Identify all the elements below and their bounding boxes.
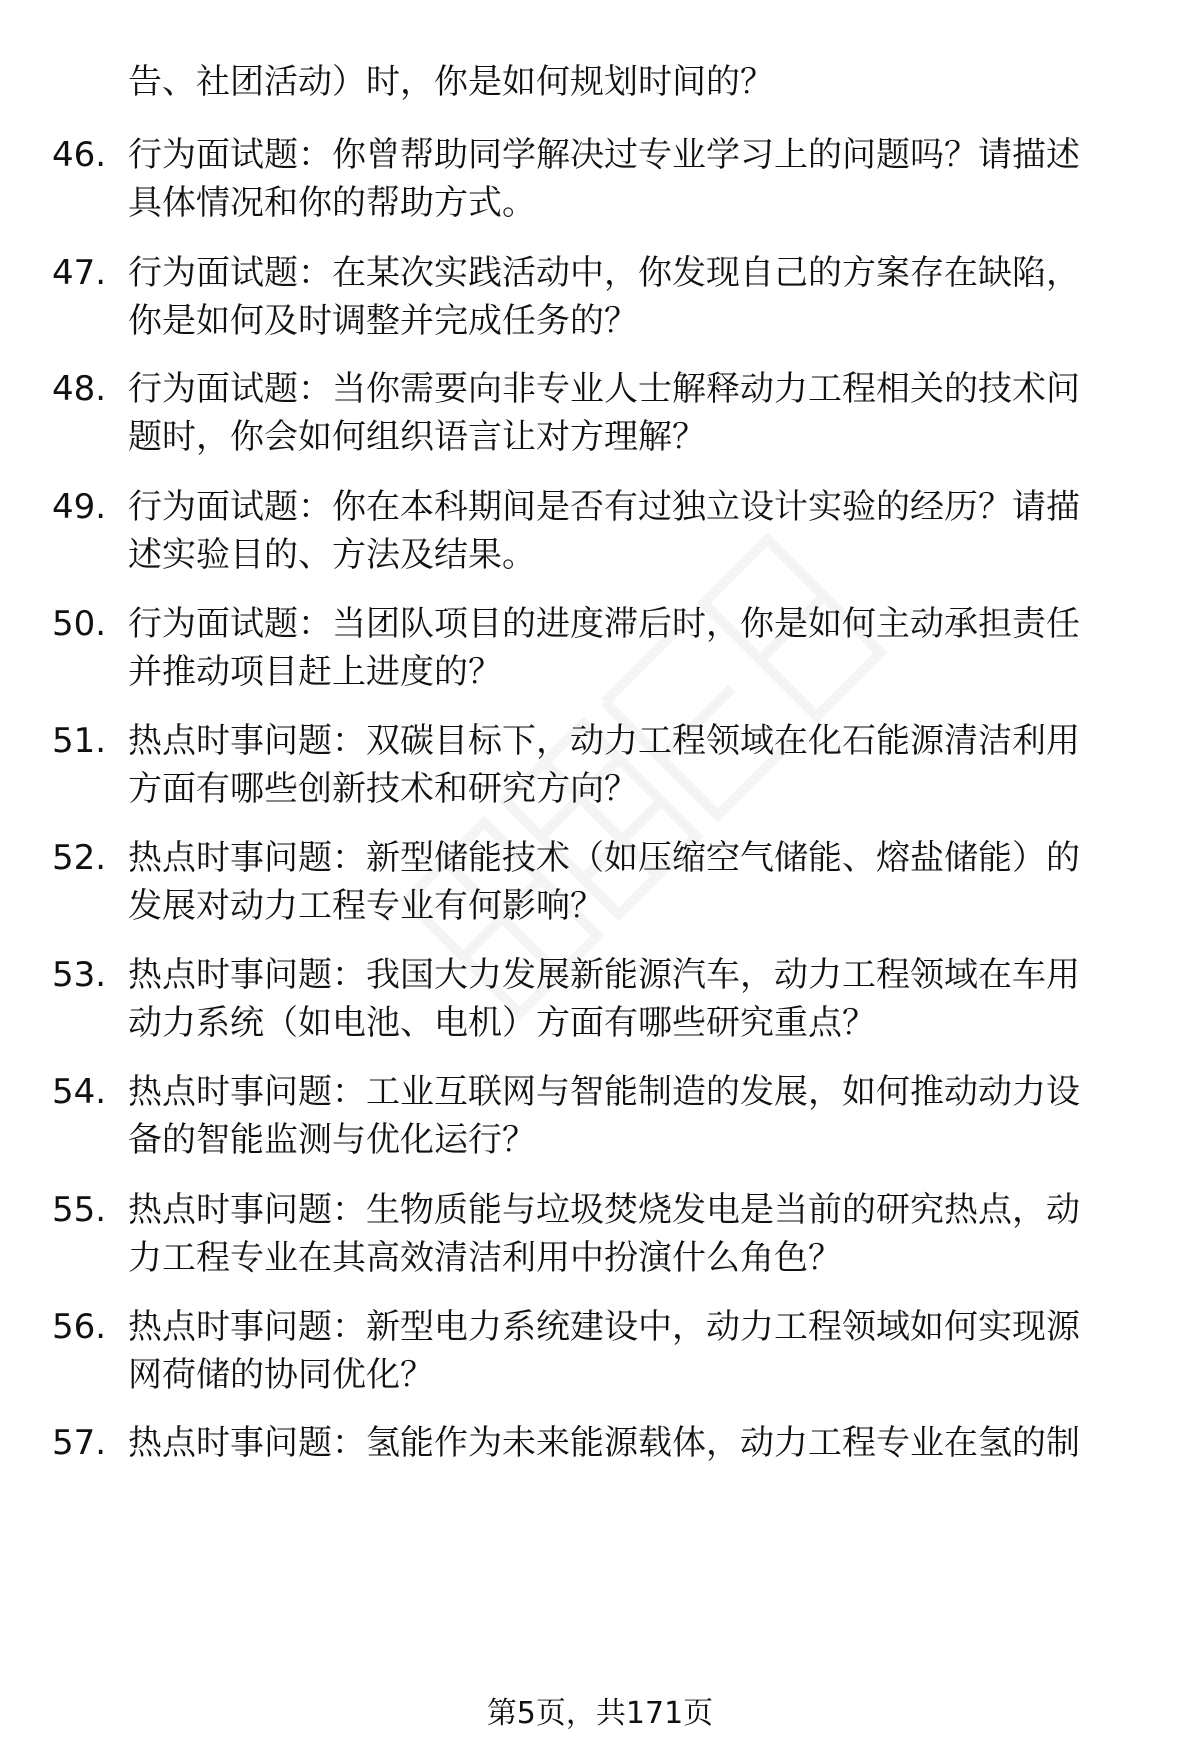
question-text: [128, 717, 1158, 813]
question-line: 热点时事问题：氢能作为未来能源载体，动力工程专业在氢的制: [128, 1423, 1080, 1463]
question-text: [128, 1186, 1158, 1282]
question-text: [128, 249, 1158, 345]
question-number: 56.: [52, 1307, 107, 1347]
question-line: 行为面试题：你曾帮助同学解决过专业学习上的问题吗？请描述: [128, 135, 1080, 175]
question-line: 发展对动力工程专业有何影响？: [128, 886, 604, 926]
question-text: [128, 951, 1158, 1047]
question-line: 热点时事问题：我国大力发展新能源汽车，动力工程领域在车用: [128, 955, 1080, 995]
question-text: [128, 834, 1158, 930]
question-text: [128, 1068, 1158, 1164]
question-line: 你是如何及时调整并完成任务的？: [128, 301, 638, 341]
question-number: 50.: [52, 604, 107, 644]
question-number: 49.: [52, 487, 107, 527]
question-line: 热点时事问题：生物质能与垃圾焚烧发电是当前的研究热点，动: [128, 1190, 1080, 1230]
question-line: 具体情况和你的帮助方式。: [128, 183, 536, 223]
question-number: 53.: [52, 955, 107, 995]
question-line: 行为面试题：在某次实践活动中，你发现自己的方案存在缺陷，: [128, 253, 1080, 293]
question-line: 热点时事问题：工业互联网与智能制造的发展，如何推动动力设: [128, 1072, 1080, 1112]
question-line: 动力系统（如电池、电机）方面有哪些研究重点？: [128, 1003, 876, 1043]
question-number: 52.: [52, 838, 107, 878]
question-text: [128, 600, 1158, 696]
question-line: 备的智能监测与优化运行？: [128, 1120, 536, 1160]
question-text: [128, 483, 1158, 579]
question-number: 47.: [52, 253, 107, 293]
question-text: [128, 131, 1158, 227]
question-line: 热点时事问题：新型电力系统建设中，动力工程领域如何实现源: [128, 1307, 1080, 1347]
question-number: 55.: [52, 1190, 107, 1230]
question-line: 方面有哪些创新技术和研究方向？: [128, 769, 638, 809]
question-line: 并推动项目赶上进度的？: [128, 652, 502, 692]
question-line: 行为面试题：当团队项目的进度滞后时，你是如何主动承担责任: [128, 604, 1080, 644]
question-text: [128, 1303, 1158, 1399]
page-footer: 第5页，共171页: [486, 1696, 714, 1731]
question-text: [128, 1419, 1158, 1467]
continued-question-text: 告、社团活动）时，你是如何规划时间的？: [128, 62, 774, 102]
question-text: [128, 365, 1158, 461]
question-line: 述实验目的、方法及结果。: [128, 535, 536, 575]
question-number: 46.: [52, 135, 107, 175]
question-line: 热点时事问题：新型储能技术（如压缩空气储能、熔盐储能）的: [128, 838, 1080, 878]
question-line: 力工程专业在其高效清洁利用中扮演什么角色？: [128, 1238, 842, 1278]
question-number: 57.: [52, 1423, 107, 1463]
question-line: 题时，你会如何组织语言让对方理解？: [128, 417, 706, 457]
question-line: 行为面试题：当你需要向非专业人士解释动力工程相关的技术问: [128, 369, 1080, 409]
question-line: 行为面试题：你在本科期间是否有过独立设计实验的经历？请描: [128, 487, 1080, 527]
question-number: 51.: [52, 721, 107, 761]
question-line: 网荷储的协同优化？: [128, 1355, 434, 1395]
question-number: 48.: [52, 369, 107, 409]
question-line: 热点时事问题：双碳目标下，动力工程领域在化石能源清洁利用: [128, 721, 1080, 761]
question-number: 54.: [52, 1072, 107, 1112]
